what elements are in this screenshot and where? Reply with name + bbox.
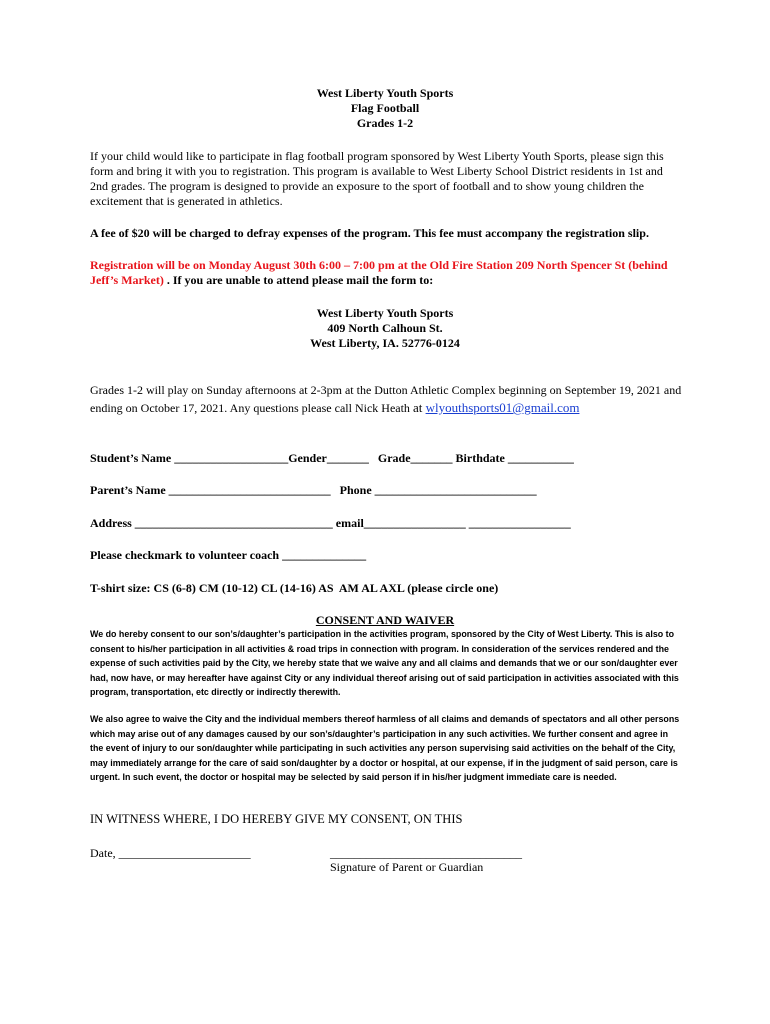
student-info-field[interactable]: Student’s Name ___________________Gender_______ Grade_______ Birthdate ___________	[90, 451, 574, 465]
witness-statement: IN WITNESS WHERE, I DO HEREBY GIVE MY CONSENT, ON THIS	[90, 812, 463, 826]
schedule-paragraph	[90, 382, 682, 417]
signature-label: Signature of Parent or Guardian	[330, 860, 484, 874]
volunteer-coach-field[interactable]: Please checkmark to volunteer coach ______________	[90, 548, 367, 562]
consent-paragraph-2: We also agree to waive the City and the individual members thereof harmless of all claims and demands of spectators and all other persons which may arise out of any damages caused by our son’s/daughter’s participation in any such activities. We further consent and agree in the event of injury to our son/daughter while participating in such activities any person supervising said activities on the behalf of the City, may immediately arrange for the care of said son/daughter by a doctor or hospital, at our expense, if in the judgment of said person, care is urgent. In such event, the doctor or hospital may be selected by said person if in his/her judgment immediate care is needed.	[90, 714, 680, 783]
date-field[interactable]: Date, ______________________	[90, 846, 251, 860]
parent-info-field[interactable]: Parent’s Name ___________________________ Phone ___________________________	[90, 483, 537, 497]
program-title: Flag Football	[350, 101, 420, 115]
signature-line[interactable]: ________________________________	[330, 846, 522, 860]
fee-notice: A fee of $20 will be charged to defray expenses of the program. This fee must accompany the registration slip.	[90, 226, 649, 240]
registration-details: Registration will be on Monday August 30th 6:00 – 7:00 pm at the Old Fire Station 209 North Spencer St (behind Jeff’s Market)	[90, 258, 668, 287]
contact-email-link[interactable]: wlyouthsports01@gmail.com	[425, 400, 580, 415]
tshirt-size-field[interactable]: T-shirt size: CS (6-8) CM (10-12) CL (14-16) AS AM AL AXL (please circle one)	[90, 581, 499, 595]
address-email-field[interactable]: Address _________________________________ email_________________ _________________	[90, 516, 571, 530]
schedule-text: Grades 1-2 will play on Sunday afternoons at 2-3pm at the Dutton Athletic Complex beginning on September 19, 2021 and ending on October 17, 2021. Any questions please call Nick Heath	[90, 383, 682, 415]
mail-instruction: . If you are unable to attend please mail the form to:	[163, 273, 434, 287]
consent-paragraph-1: We do hereby consent to our son’s/daughter’s participation in the activities program, sponsored by the City of West Liberty. This is also to consent to his/her participation in all activities & road trips in connection with program. In consideration of the services rendered and the expense of such activities paid by the City, we hereby state that we waive any and all claims and demands that we or our son/daughter ever had, now have, or may hereafter have against City or any individual thereof arising out of said participation in activities associated with this program, transportation, etc directly or indirectly therewith.	[90, 629, 679, 698]
consent-title: CONSENT AND WAIVER	[315, 613, 455, 627]
mail-address-line3: West Liberty, IA. 52776-0124	[310, 336, 460, 350]
schedule-at: at	[412, 400, 426, 415]
intro-paragraph: If your child would like to participate in flag football program sponsored by West Liberty Youth Sports, please sign this form and bring it with you to registration. This program is available to West Liberty School District residents in 1st and 2nd grades. The program is designed to provide an exposure to the sport of football and to show young children the excitement that is generated in athletics.	[90, 149, 664, 208]
registration-notice	[90, 258, 682, 288]
org-title: West Liberty Youth Sports	[316, 86, 454, 100]
mail-address-line1: West Liberty Youth Sports	[316, 306, 454, 320]
mail-address-line2: 409 North Calhoun St.	[327, 321, 443, 335]
grades-title: Grades 1-2	[356, 116, 414, 130]
